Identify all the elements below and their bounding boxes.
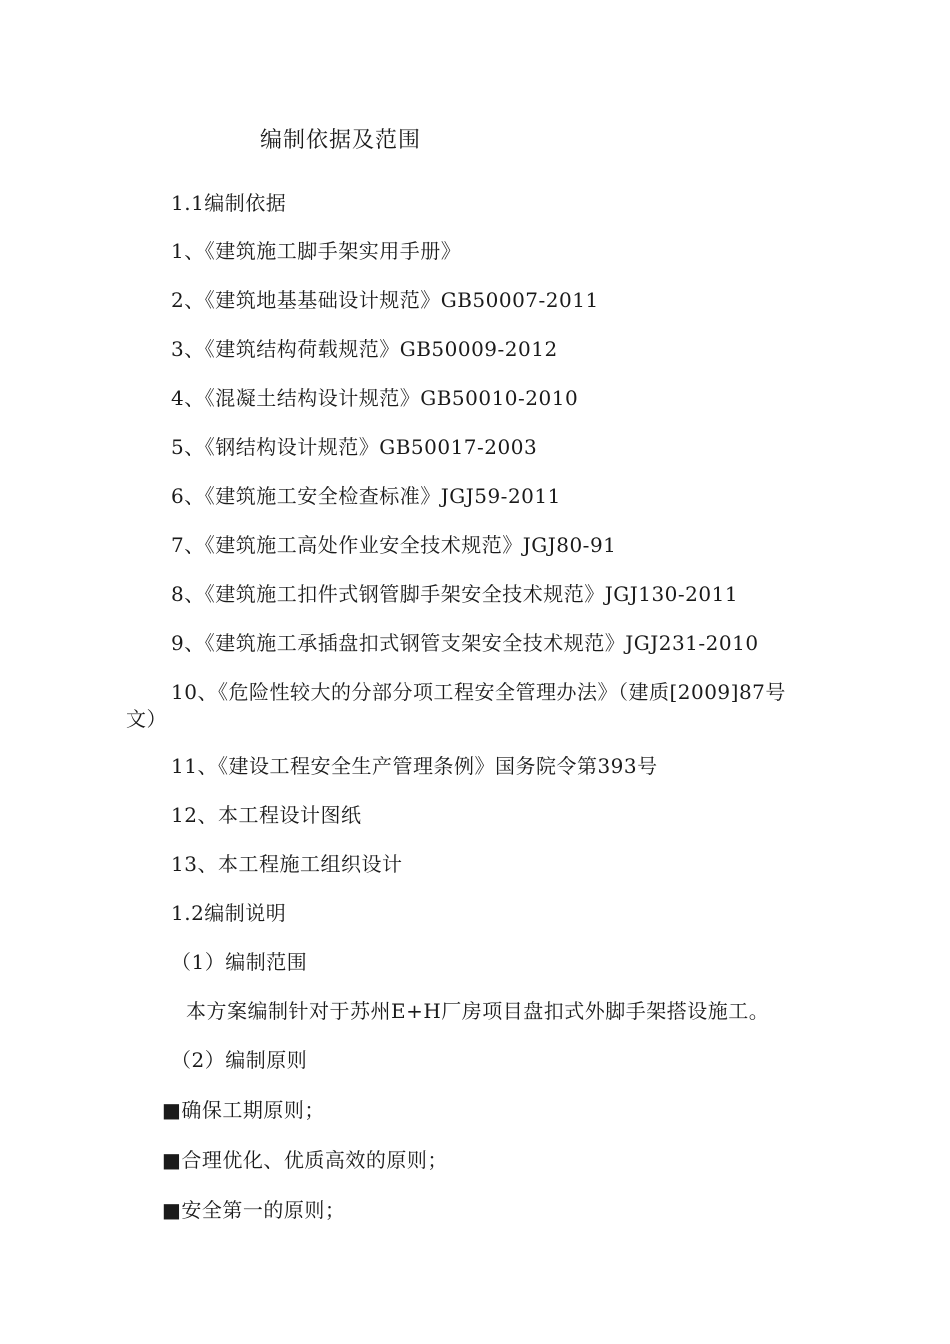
reference-item-12: 12、本工程设计图纸 [171, 803, 362, 827]
reference-item-1: 1、《建筑施工脚手架实用手册》 [171, 239, 462, 263]
reference-item-13: 13、本工程施工组织设计 [171, 852, 403, 876]
reference-item-4: 4、《混凝土结构设计规范》GB50010-2010 [171, 386, 579, 410]
reference-item-8: 8、《建筑施工扣件式钢管脚手架安全技术规范》JGJ130-2011 [171, 582, 739, 606]
reference-item-5: 5、《钢结构设计规范》GB50017-2003 [171, 435, 538, 459]
section-heading-1-2: 1.2编制说明 [171, 901, 287, 925]
reference-item-7: 7、《建筑施工高处作业安全技术规范》JGJ80-91 [171, 533, 617, 557]
reference-item-3: 3、《建筑结构荷载规范》GB50009-2012 [171, 337, 558, 361]
scope-paragraph: 本方案编制针对于苏州E+H厂房项目盘扣式外脚手架搭设施工。 [186, 999, 770, 1023]
section-heading-1-1: 1.1编制依据 [171, 191, 287, 215]
subheading-scope: （1）编制范围 [171, 950, 308, 974]
reference-item-10: 10、《危险性较大的分部分项工程安全管理办法》（建质[2009]87号 [171, 680, 786, 704]
page-title: 编制依据及范围 [260, 128, 422, 153]
subheading-principles: （2）编制原则 [171, 1048, 308, 1072]
reference-item-2: 2、《建筑地基基础设计规范》GB50007-2011 [171, 288, 599, 312]
principle-item-3: ■安全第一的原则； [162, 1198, 346, 1222]
reference-item-10-continuation: 文） [126, 707, 167, 731]
reference-item-6: 6、《建筑施工安全检查标准》JGJ59-2011 [171, 484, 561, 508]
reference-item-11: 11、《建设工程安全生产管理条例》国务院令第393号 [171, 754, 658, 778]
reference-item-9: 9、《建筑施工承插盘扣式钢管支架安全技术规范》JGJ231-2010 [171, 631, 759, 655]
principle-item-1: ■确保工期原则； [162, 1098, 325, 1122]
principle-item-2: ■合理优化、优质高效的原则； [162, 1148, 448, 1172]
